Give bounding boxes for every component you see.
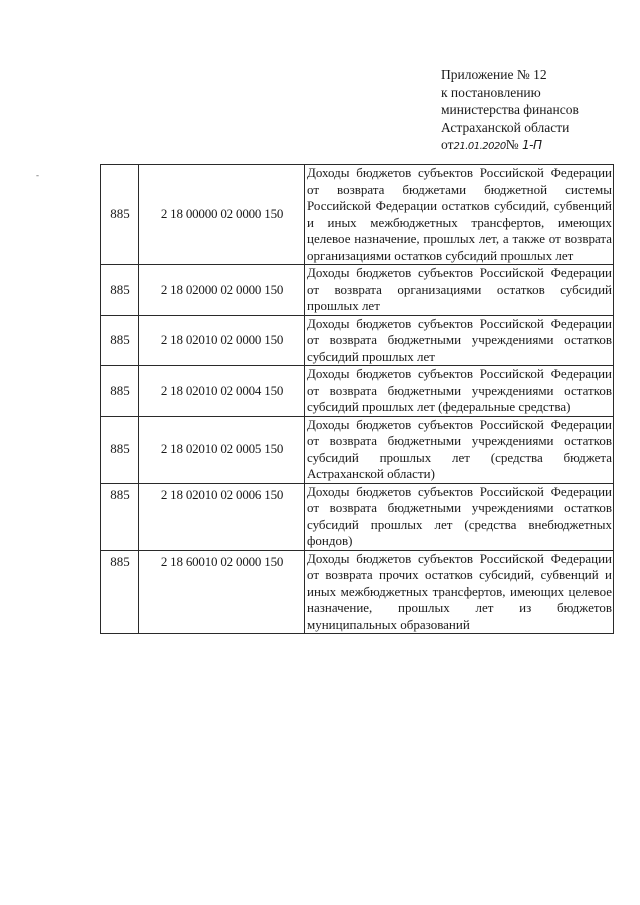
table-row (101, 550, 614, 634)
table-row (101, 483, 614, 550)
admin-code-cell: 885 (101, 315, 139, 366)
income-codes-table (100, 164, 614, 634)
description-cell: Доходы бюджетов субъектов Российской Федерации от возврата прочих остатков субсидий, субвенций и иных межбюджетных трансфертов, имеющих целевое назначение, прошлых лет из бюджетов муниципальных образований (305, 550, 614, 634)
table-row (101, 265, 614, 316)
admin-code-cell: 885 (101, 366, 139, 417)
description-cell: Доходы бюджетов субъектов Российской Федерации от возврата организациями остатков субсидий прошлых лет (305, 265, 614, 316)
budget-code-cell: 2 18 02010 02 0005 150 (139, 416, 305, 483)
table-row (101, 165, 614, 265)
appendix-line-resolution: к постановлению (441, 84, 541, 100)
table-row (101, 416, 614, 483)
appendix-line-region: Астраханской области (441, 119, 570, 135)
description-cell: Доходы бюджетов субъектов Российской Федерации от возврата бюджетными учреждениями остатков субсидий прошлых лет (средства бюджета Астраханской области) (305, 416, 614, 483)
budget-code-cell: 2 18 02010 02 0006 150 (139, 483, 305, 550)
appendix-date-line (441, 136, 579, 156)
description-cell: Доходы бюджетов субъектов Российской Федерации от возврата бюджетными учреждениями остатков субсидий прошлых лет (федеральные средства) (305, 366, 614, 417)
handwritten-number: 1-П (522, 138, 542, 152)
description-cell: Доходы бюджетов субъектов Российской Федерации от возврата бюджетами бюджетной системы Российской Федерации остатков субсидий, субвенций и иных межбюджетных трансфертов, имеющих целевое назначение, прошлых лет, а также от возврата организациями остатков субсидий прошлых лет (305, 165, 614, 265)
appendix-line-ministry: министерства финансов (441, 102, 579, 117)
admin-code-cell: 885 (101, 416, 139, 483)
budget-code-cell: 2 18 02010 02 0004 150 (139, 366, 305, 417)
appendix-header (441, 66, 579, 156)
appendix-title: Приложение № 12 (441, 67, 547, 82)
budget-code-cell: 2 18 00000 02 0000 150 (139, 165, 305, 265)
number-sign: № (505, 137, 519, 152)
budget-code-cell: 2 18 02000 02 0000 150 (139, 265, 305, 316)
description-cell: Доходы бюджетов субъектов Российской Федерации от возврата бюджетными учреждениями остатков субсидий прошлых лет (305, 315, 614, 366)
admin-code-cell: 885 (101, 265, 139, 316)
admin-code-cell: 885 (101, 550, 139, 634)
budget-code-cell: 2 18 02010 02 0000 150 (139, 315, 305, 366)
admin-code-cell: 885 (101, 165, 139, 265)
handwritten-date: 21.01.2020 (453, 141, 506, 152)
table-row (101, 315, 614, 366)
margin-mark: - (36, 170, 39, 180)
date-prefix: от (441, 137, 454, 152)
budget-code-cell: 2 18 60010 02 0000 150 (139, 550, 305, 634)
admin-code-cell: 885 (101, 483, 139, 550)
description-cell: Доходы бюджетов субъектов Российской Федерации от возврата бюджетными учреждениями остатков субсидий прошлых лет (средства внебюджетных фондов) (305, 483, 614, 550)
table-row (101, 366, 614, 417)
